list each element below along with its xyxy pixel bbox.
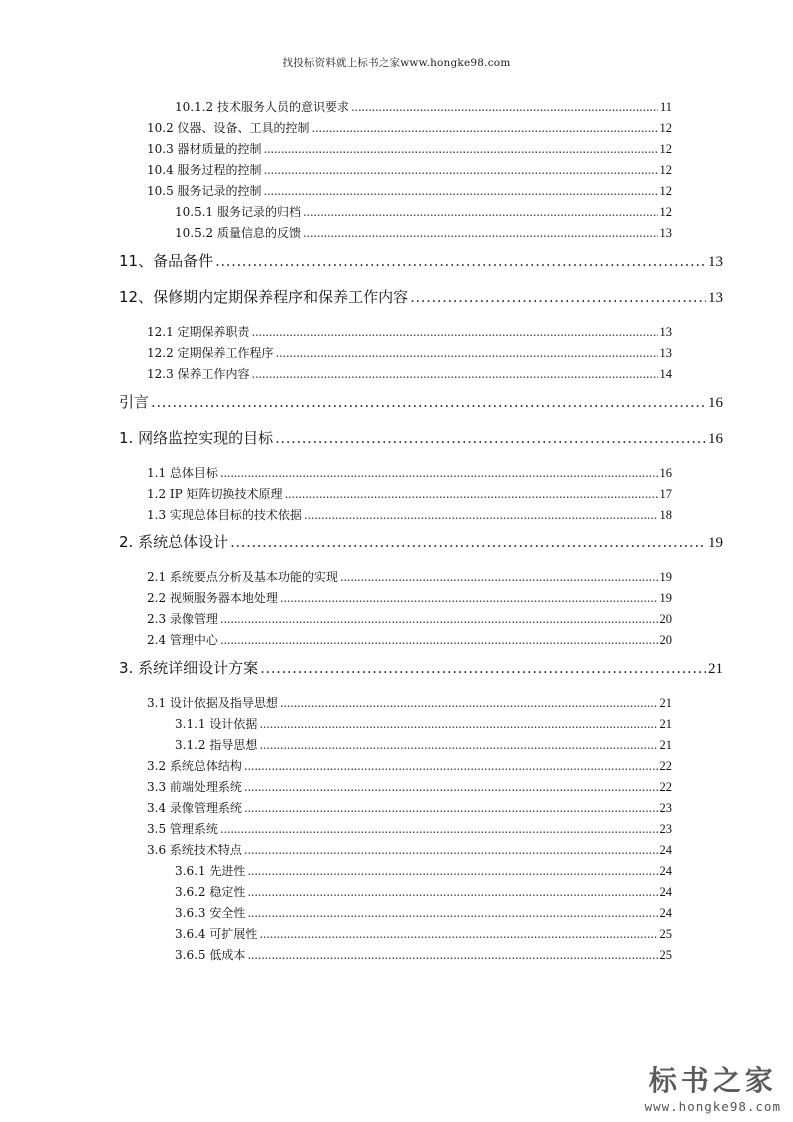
toc-leader-dots	[276, 346, 658, 360]
toc-entry-page-number: 19	[708, 535, 723, 551]
toc-entry[interactable]	[175, 736, 672, 753]
toc-entry[interactable]	[175, 883, 672, 900]
toc-entry-title: 1. 网络监控实现的目标	[119, 429, 274, 447]
toc-entry-page-number: 13	[659, 346, 672, 360]
toc-entry[interactable]	[147, 757, 672, 774]
toc-entry[interactable]	[147, 799, 672, 816]
toc-leader-dots	[230, 533, 706, 551]
toc-leader-dots	[304, 508, 658, 522]
toc-entry-page-number: 16	[708, 431, 723, 447]
toc-entry-title: 3.3 前端处理系统	[147, 780, 242, 794]
toc-entry[interactable]	[147, 344, 672, 361]
toc-entry[interactable]	[119, 657, 723, 678]
toc-leader-dots	[410, 288, 706, 306]
toc-entry-title: 3.6.2 稳定性	[175, 885, 246, 899]
toc-entry[interactable]	[119, 531, 723, 552]
toc-leader-dots	[264, 142, 658, 156]
toc-entry-page-number: 20	[659, 612, 672, 626]
toc-entry-page-number: 24	[659, 843, 672, 857]
toc-leader-dots	[264, 184, 658, 198]
toc-entry[interactable]	[175, 203, 672, 220]
toc-entry[interactable]	[147, 506, 672, 523]
toc-leader-dots	[252, 325, 658, 339]
toc-entry-page-number: 21	[708, 661, 723, 677]
toc-entry-page-number: 25	[659, 927, 672, 941]
toc-entry-title: 10.2 仪器、设备、工具的控制	[147, 121, 310, 135]
toc-entry[interactable]	[119, 391, 723, 412]
toc-entry-title: 3.5 管理系统	[147, 822, 218, 836]
toc-leader-dots	[312, 121, 658, 135]
toc-entry-title: 10.4 服务过程的控制	[147, 163, 262, 177]
toc-entry-title: 10.3 器材质量的控制	[147, 142, 262, 156]
toc-entry-title: 3.6.5 低成本	[175, 948, 246, 962]
toc-entry-page-number: 11	[659, 100, 672, 114]
toc-entry-title: 12.3 保养工作内容	[147, 367, 250, 381]
toc-entry-title: 2.1 系统要点分析及基本功能的实现	[147, 570, 338, 584]
toc-entry-page-number: 12	[659, 121, 672, 135]
toc-entry[interactable]	[147, 182, 672, 199]
toc-entry[interactable]	[175, 224, 672, 241]
toc-entry[interactable]	[147, 323, 672, 340]
toc-leader-dots	[285, 487, 658, 501]
toc-entry-page-number: 12	[659, 205, 672, 219]
toc-entry[interactable]	[119, 286, 723, 307]
toc-leader-dots	[247, 948, 657, 962]
toc-entry-page-number: 13	[659, 325, 672, 339]
toc-leader-dots	[247, 906, 657, 920]
toc-entry-page-number: 13	[708, 290, 723, 306]
page-header: 找投标资料就上标书之家www.hongke98.com	[282, 57, 511, 69]
toc-entry-page-number: 20	[659, 633, 672, 647]
toc-leader-dots	[275, 429, 706, 447]
toc-entry[interactable]	[147, 119, 672, 136]
toc-entry[interactable]	[147, 841, 672, 858]
toc-entry-page-number: 12	[659, 184, 672, 198]
toc-entry-title: 11、备品备件	[119, 252, 214, 270]
toc-entry-page-number: 21	[659, 738, 672, 752]
toc-entry[interactable]	[175, 946, 672, 963]
toc-leader-dots	[280, 696, 658, 710]
toc-entry[interactable]	[147, 820, 672, 837]
toc-entry-page-number: 12	[659, 142, 672, 156]
toc-entry-title: 10.1.2 技术服务人员的意识要求	[175, 100, 349, 114]
toc-leader-dots	[252, 367, 658, 381]
toc-entry-page-number: 24	[659, 864, 672, 878]
toc-entry[interactable]	[147, 589, 672, 606]
toc-entry-page-number: 13	[708, 254, 723, 270]
toc-entry-page-number: 13	[659, 226, 672, 240]
toc-leader-dots	[259, 717, 657, 731]
toc-entry-title: 10.5.2 质量信息的反馈	[175, 226, 301, 240]
toc-entry-title: 2.3 录像管理	[147, 612, 218, 626]
toc-entry-page-number: 24	[659, 906, 672, 920]
toc-entry[interactable]	[175, 862, 672, 879]
toc-entry-title: 2. 系统总体设计	[119, 533, 229, 551]
toc-leader-dots	[215, 252, 706, 270]
toc-entry-page-number: 24	[659, 885, 672, 899]
toc-leader-dots	[303, 205, 658, 219]
toc-entry-title: 1.3 实现总体目标的技术依据	[147, 508, 302, 522]
toc-leader-dots	[220, 466, 658, 480]
toc-entry[interactable]	[147, 631, 672, 648]
toc-entry[interactable]	[147, 365, 672, 382]
toc-entry[interactable]	[175, 904, 672, 921]
toc-entry-page-number: 23	[659, 822, 672, 836]
toc-entry-page-number: 22	[659, 759, 672, 773]
toc-entry-title: 3.1 设计依据及指导思想	[147, 696, 278, 710]
toc-leader-dots	[151, 393, 706, 411]
toc-leader-dots	[244, 801, 658, 815]
toc-entry-title: 3.6.3 安全性	[175, 906, 246, 920]
toc-leader-dots	[220, 822, 658, 836]
toc-leader-dots	[247, 864, 657, 878]
toc-entry-title: 1.2 IP 矩阵切换技术原理	[147, 487, 283, 501]
toc-entry[interactable]	[175, 98, 672, 115]
toc-leader-dots	[264, 163, 658, 177]
toc-leader-dots	[259, 927, 657, 941]
toc-entry-title: 3.1.2 指导思想	[175, 738, 258, 752]
watermark-title: 标书之家	[648, 1064, 777, 1097]
toc-entry-page-number: 16	[659, 466, 672, 480]
toc-leader-dots	[303, 226, 658, 240]
toc-entry-title: 2.2 视频服务器本地处理	[147, 591, 278, 605]
toc-entry-page-number: 21	[659, 696, 672, 710]
toc-entry-page-number: 25	[659, 948, 672, 962]
watermark-logo	[645, 1059, 781, 1114]
toc-entry[interactable]	[147, 464, 672, 481]
toc-leader-dots	[244, 759, 658, 773]
toc-entry-page-number: 14	[659, 367, 672, 381]
toc-leader-dots	[220, 633, 658, 647]
toc-entry[interactable]	[119, 250, 723, 271]
toc-entry-page-number: 12	[659, 163, 672, 177]
toc-entry-title: 3. 系统详细设计方案	[119, 659, 259, 677]
toc-entry-title: 1.1 总体目标	[147, 466, 218, 480]
toc-entry[interactable]	[175, 925, 672, 942]
toc-entry-title: 10.5 服务记录的控制	[147, 184, 262, 198]
toc-entry-page-number: 23	[659, 801, 672, 815]
toc-entry-page-number: 17	[659, 487, 672, 501]
toc-entry-page-number: 22	[659, 780, 672, 794]
toc-entry-page-number: 19	[659, 570, 672, 584]
toc-entry-page-number: 16	[708, 395, 723, 411]
toc-entry[interactable]	[119, 427, 723, 448]
toc-entry[interactable]	[147, 694, 672, 711]
toc-leader-dots	[220, 612, 658, 626]
toc-leader-dots	[259, 738, 657, 752]
toc-entry[interactable]	[147, 140, 672, 157]
toc-leader-dots	[280, 591, 658, 605]
toc-entry-title: 3.6.1 先进性	[175, 864, 246, 878]
toc-leader-dots	[340, 570, 658, 584]
toc-entry-title: 引言	[119, 393, 150, 411]
toc-entry-title: 3.6 系统技术特点	[147, 843, 242, 857]
toc-entry[interactable]	[147, 485, 672, 502]
toc-entry[interactable]	[147, 161, 672, 178]
toc-entry-page-number: 19	[659, 591, 672, 605]
toc-entry-title: 10.5.1 服务记录的归档	[175, 205, 301, 219]
toc-entry[interactable]	[147, 778, 672, 795]
toc-leader-dots	[247, 885, 657, 899]
toc-leader-dots	[351, 100, 658, 114]
toc-entry-title: 3.2 系统总体结构	[147, 759, 242, 773]
toc-entry-title: 3.1.1 设计依据	[175, 717, 258, 731]
toc-entry-title: 12.1 定期保养职责	[147, 325, 250, 339]
toc-entry-page-number: 18	[659, 508, 672, 522]
toc-entry-title: 3.6.4 可扩展性	[175, 927, 258, 941]
toc-entry[interactable]	[175, 715, 672, 732]
toc-entry-title: 12、保修期内定期保养程序和保养工作内容	[119, 288, 409, 306]
toc-entry-page-number: 21	[659, 717, 672, 731]
watermark-url: www.hongke98.com	[644, 1099, 781, 1114]
toc-leader-dots	[244, 843, 658, 857]
toc-entry-title: 2.4 管理中心	[147, 633, 218, 647]
toc-entry-title: 12.2 定期保养工作程序	[147, 346, 274, 360]
toc-leader-dots	[260, 659, 706, 677]
toc-entry[interactable]	[147, 568, 672, 585]
toc-entry-title: 3.4 录像管理系统	[147, 801, 242, 815]
toc-entry[interactable]	[147, 610, 672, 627]
toc-leader-dots	[244, 780, 658, 794]
